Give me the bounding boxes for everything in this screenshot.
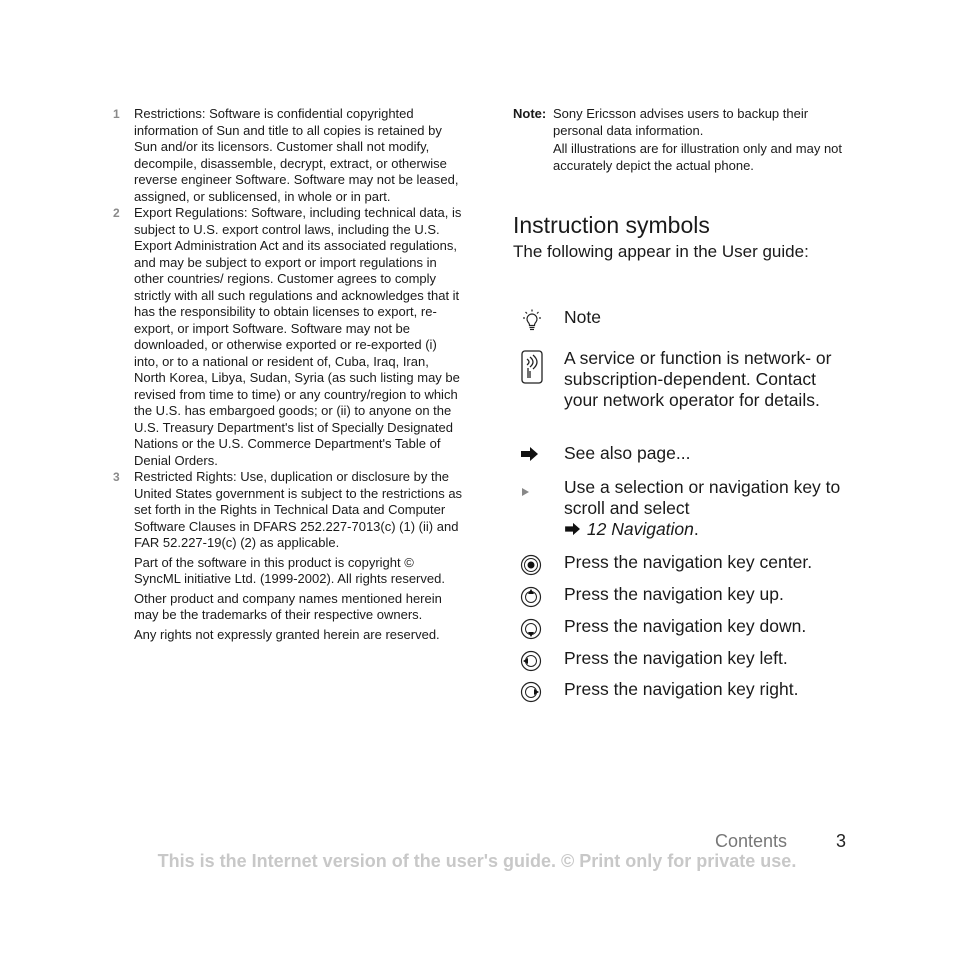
symbol-text: Press the navigation key left. — [564, 648, 788, 668]
arrow-right-icon — [520, 446, 542, 468]
footnote-number: 1 — [113, 107, 120, 121]
symbol-text: Press the navigation key right. — [564, 679, 799, 699]
symbol-text: See also page... — [564, 443, 691, 463]
symbol-text: Press the navigation key center. — [564, 552, 813, 572]
symbol-list — [513, 0, 853, 954]
symbol-text: Press the navigation key down. — [564, 616, 807, 636]
section-intro: The following appear in the User guide: — [513, 242, 809, 261]
nav-center-icon — [520, 554, 542, 576]
footnote-number: 2 — [113, 206, 120, 220]
symbol-text: Note — [564, 307, 601, 327]
footnote-3 — [113, 469, 463, 552]
note-label: Note: — [513, 106, 547, 121]
footnote-text: Restrictions: Software is confidential copyrighted information of Sun and title to all copies is retained by Sun and/or its licensors. Customer shall not modify, decompile, disassemble, decrypt, extract, or otherwise reverse engineer Software. Software may not be leased, assigned, or sublicensed, in whole or in part. — [134, 106, 459, 204]
copyright-paragraph: Part of the software in this product is copyright © SyncML initiative Ltd. (1999-2002). All rights reserved. — [134, 554, 445, 586]
cross-reference-link[interactable]: 12 Navigation — [586, 519, 694, 539]
footnote-2 — [113, 205, 463, 469]
note-paragraph-2: All illustrations are for illustration only and may not accurately depict the actual phone. — [553, 141, 843, 173]
note-paragraph-1: Sony Ericsson advises users to backup their personal data information. — [553, 106, 809, 138]
footnote-1 — [113, 106, 463, 205]
footnote-number: 3 — [113, 470, 120, 484]
lightbulb-icon — [520, 309, 542, 331]
nav-left-icon — [520, 650, 542, 672]
nav-right-icon — [520, 681, 542, 703]
symbol-text — [564, 477, 849, 541]
nav-down-icon — [520, 618, 542, 640]
footnote-text: Export Regulations: Software, including technical data, is subject to U.S. export control laws, including the U.S. Export Administration Act and its associated regulations, and may be subject to export or import regulations in other countries/ regions. Customer agrees to comply strictly with all such regulations and acknowledges that it has the responsibility to obtain licenses to export, re-export, or import Software. Software may not be downloaded, or otherwise exported or re-exported (i) into, or to a national or resident of, Cuba, Iraq, Iran, North Korea, Libya, Sudan, Syria (as such listing may be revised from time to time) or any country/region to which the U.S. has embargoed goods; or (ii) to anyone on the U.S. Treasury Department's list of Specially Designated Nations or the U.S. Commerce Department's Table of Denial Orders. — [134, 205, 462, 468]
network-service-icon — [520, 350, 542, 372]
triangle-pointer-icon — [520, 482, 542, 504]
symbol-text-main: Use a selection or navigation key to scroll and select — [564, 477, 841, 518]
page-number: 3 — [836, 831, 847, 851]
left-column — [113, 106, 463, 643]
footer-section-name: Contents — [715, 831, 788, 851]
symbol-text: A service or function is network- or subscription-dependent. Contact your network operator for details. — [564, 348, 832, 410]
arrow-right-icon — [564, 520, 582, 541]
footnote-text: Restricted Rights: Use, duplication or disclosure by the United States government is subject to the restrictions as set forth in the Rights in Technical Data and Computer Software Clauses in DFARS 252.227-7013(c) (1) (ii) and FAR 52.227-19(c) (2) as applicable. — [134, 469, 463, 550]
symbol-text: Press the navigation key up. — [564, 584, 784, 604]
trademark-paragraph: Other product and company names mentioned herein may be the trademarks of their respective owners. — [134, 590, 442, 622]
reference-suffix: . — [693, 519, 699, 539]
internet-version-watermark: This is the Internet version of the user's guide. © Print only for private use. — [157, 851, 797, 871]
section-title: Instruction symbols — [513, 212, 710, 238]
nav-up-icon — [520, 586, 542, 608]
rights-paragraph: Any rights not expressly granted herein are reserved. — [134, 626, 440, 642]
